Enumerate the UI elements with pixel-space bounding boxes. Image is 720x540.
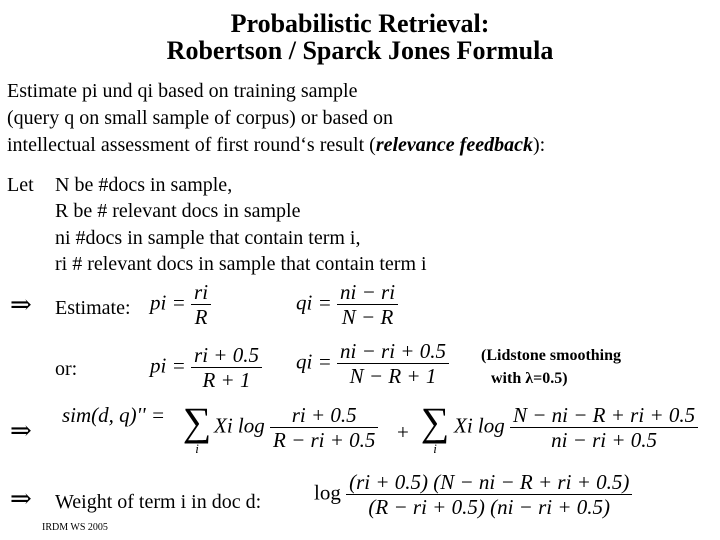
pi-smoothed-formula: [150, 343, 262, 392]
pi-smoothed-fraction: [191, 343, 262, 392]
weight-formula: [314, 470, 632, 519]
sim-lhs: sim(d, q)'' =: [62, 403, 166, 427]
sim-term-2-denominator: ni − ri + 0.5: [510, 427, 698, 452]
let-label: Let: [7, 174, 34, 196]
definition-item-ni: ni #docs in sample that contain term i,: [55, 227, 361, 249]
pi-numerator: ri: [194, 280, 209, 304]
or-label: or:: [55, 358, 78, 380]
definition-item-ri: ri # relevant docs in sample that contain term i: [55, 253, 427, 275]
qi-numerator: ni − ri: [340, 280, 396, 304]
footer-course-label: IRDM WS 2005: [42, 522, 108, 533]
pi-smoothed-denominator: R + 1: [191, 367, 262, 392]
sim-term-2-numerator: N − ni − R + ri + 0.5: [513, 403, 696, 427]
sim-term-1-numerator: ri + 0.5: [291, 403, 357, 427]
qi-smoothed-fraction: [337, 339, 449, 388]
sim-plus: +: [397, 420, 409, 444]
qi-smoothed-formula: [296, 339, 449, 388]
relevance-feedback-term: relevance feedback: [375, 134, 533, 156]
sigma-2: ∑: [420, 399, 450, 444]
qi-estimate-formula: [296, 280, 398, 329]
pi-smoothed-numerator: ri + 0.5: [194, 343, 259, 367]
sum-2: [420, 399, 450, 456]
definition-item-R: R be # relevant docs in sample: [55, 200, 301, 222]
qi-smoothed-lhs: qi =: [296, 349, 332, 374]
pi-fraction: [191, 280, 211, 329]
sim-term-1-fraction: [270, 403, 378, 452]
implies-arrow-sim: ⇒: [10, 416, 32, 445]
intro-line-1: Estimate pi und qi based on training sample: [7, 80, 358, 102]
weight-log: log: [314, 480, 341, 505]
intro-line-2: (query q on small sample of corpus) or based on: [7, 107, 394, 129]
weight-label: Weight of term i in doc d:: [55, 491, 262, 513]
intro-line-3-suffix: ):: [532, 134, 546, 156]
pi-lhs: pi =: [150, 290, 186, 315]
qi-denominator: N − R: [337, 304, 398, 329]
sim-formula: [62, 403, 165, 428]
intro-line-3-prefix: intellectual assessment of first round‘s result (: [7, 134, 376, 156]
sigma-1: ∑: [182, 399, 212, 444]
qi-fraction: [337, 280, 398, 329]
sim-term-2: [454, 403, 698, 452]
weight-numerator: (ri + 0.5) (N − ni − R + ri + 0.5): [349, 470, 630, 494]
lidstone-note-line1: (Lidstone smoothing: [481, 347, 622, 364]
qi-smoothed-denominator: N − R + 1: [337, 363, 449, 388]
lidstone-note-line2: with λ=0.5): [491, 370, 568, 387]
sum-1-index: i: [195, 441, 199, 456]
pi-smoothed-lhs: pi =: [150, 353, 186, 378]
sim-term-1-prefix: Xi log: [214, 413, 265, 438]
sum-2-index: i: [433, 441, 437, 456]
estimate-label: Estimate:: [55, 297, 131, 319]
weight-denominator: (R − ri + 0.5) (ni − ri + 0.5): [346, 494, 632, 519]
sim-term-2-prefix: Xi log: [454, 413, 505, 438]
qi-lhs: qi =: [296, 290, 332, 315]
implies-arrow-weight: ⇒: [10, 484, 32, 513]
sim-term-1-denominator: R − ri + 0.5: [270, 427, 378, 452]
sum-1: [182, 399, 212, 456]
pi-estimate-formula: [150, 280, 211, 329]
sim-term-2-fraction: [510, 403, 698, 452]
qi-smoothed-numerator: ni − ri + 0.5: [340, 339, 446, 363]
intro-line-3: [7, 133, 545, 158]
sim-term-1: [214, 403, 378, 452]
slide-title-line2: Robertson / Sparck Jones Formula: [166, 36, 554, 65]
weight-fraction: [346, 470, 632, 519]
pi-denominator: R: [191, 304, 211, 329]
slide-title-line1: Probabilistic Retrieval:: [230, 9, 490, 38]
definition-item-N: N be #docs in sample,: [55, 174, 233, 196]
implies-arrow-estimate: ⇒: [10, 290, 32, 319]
